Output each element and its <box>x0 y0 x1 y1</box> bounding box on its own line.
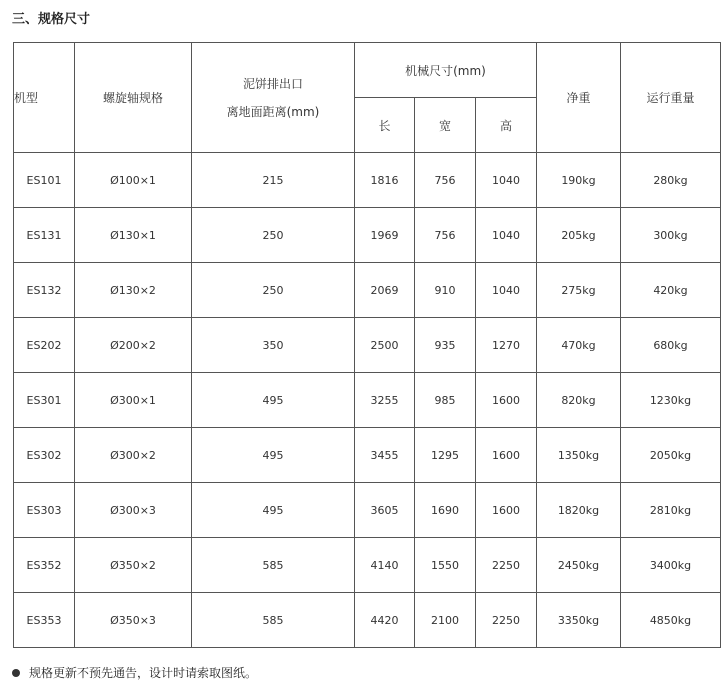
cell-width: 1295 <box>415 428 476 483</box>
cell-op-weight: 300kg <box>621 208 721 263</box>
header-cake-outlet <box>192 43 355 153</box>
table-row <box>14 208 721 263</box>
cell-model: ES352 <box>14 538 75 593</box>
header-screw: 螺旋轴规格 <box>75 43 192 153</box>
header-net-weight: 净重 <box>537 43 621 153</box>
table-row <box>14 373 721 428</box>
cell-model: ES131 <box>14 208 75 263</box>
header-cake-line2: 离地面距离(mm) <box>226 104 320 119</box>
header-length: 长 <box>355 98 415 153</box>
cell-width: 1690 <box>415 483 476 538</box>
table-row <box>14 263 721 318</box>
cell-height: 1600 <box>476 428 537 483</box>
table-row <box>14 153 721 208</box>
cell-length: 4420 <box>355 593 415 648</box>
cell-net-weight: 190kg <box>537 153 621 208</box>
cell-screw-spec: Ø100×1 <box>75 153 192 208</box>
cell-width: 985 <box>415 373 476 428</box>
cell-model: ES202 <box>14 318 75 373</box>
cell-length: 2069 <box>355 263 415 318</box>
cell-height: 2250 <box>476 538 537 593</box>
spec-table <box>13 42 721 648</box>
header-op-weight: 运行重量 <box>621 43 721 153</box>
cell-op-weight: 3400kg <box>621 538 721 593</box>
cell-net-weight: 1820kg <box>537 483 621 538</box>
cell-op-weight: 1230kg <box>621 373 721 428</box>
cell-op-weight: 4850kg <box>621 593 721 648</box>
cell-width: 756 <box>415 208 476 263</box>
cell-net-weight: 1350kg <box>537 428 621 483</box>
cell-model: ES301 <box>14 373 75 428</box>
cell-length: 4140 <box>355 538 415 593</box>
cell-cake-outlet-height: 495 <box>192 428 355 483</box>
cell-length: 3255 <box>355 373 415 428</box>
cell-op-weight: 420kg <box>621 263 721 318</box>
cell-screw-spec: Ø200×2 <box>75 318 192 373</box>
cell-net-weight: 820kg <box>537 373 621 428</box>
cell-height: 2250 <box>476 593 537 648</box>
cell-screw-spec: Ø130×1 <box>75 208 192 263</box>
cell-op-weight: 280kg <box>621 153 721 208</box>
cell-height: 1270 <box>476 318 537 373</box>
bullet-icon <box>12 669 20 677</box>
cell-length: 1816 <box>355 153 415 208</box>
header-width: 宽 <box>415 98 476 153</box>
cell-screw-spec: Ø300×1 <box>75 373 192 428</box>
cell-op-weight: 2050kg <box>621 428 721 483</box>
cell-width: 935 <box>415 318 476 373</box>
cell-screw-spec: Ø300×2 <box>75 428 192 483</box>
cell-op-weight: 680kg <box>621 318 721 373</box>
header-height: 高 <box>476 98 537 153</box>
cell-cake-outlet-height: 585 <box>192 593 355 648</box>
cell-model: ES132 <box>14 263 75 318</box>
cell-height: 1040 <box>476 153 537 208</box>
cell-model: ES101 <box>14 153 75 208</box>
cell-width: 756 <box>415 153 476 208</box>
cell-screw-spec: Ø350×2 <box>75 538 192 593</box>
table-row <box>14 483 721 538</box>
cell-cake-outlet-height: 250 <box>192 208 355 263</box>
footnote <box>12 664 257 681</box>
cell-length: 2500 <box>355 318 415 373</box>
header-model: 机型 <box>14 43 75 153</box>
cell-model: ES302 <box>14 428 75 483</box>
header-cake-line1: 泥饼排出口 <box>242 76 303 91</box>
cell-cake-outlet-height: 585 <box>192 538 355 593</box>
cell-cake-outlet-height: 495 <box>192 373 355 428</box>
cell-screw-spec: Ø130×2 <box>75 263 192 318</box>
cell-length: 3605 <box>355 483 415 538</box>
section-title: 三、规格尺寸 <box>12 12 91 27</box>
cell-height: 1040 <box>476 208 537 263</box>
table-row <box>14 593 721 648</box>
cell-screw-spec: Ø350×3 <box>75 593 192 648</box>
table-row <box>14 428 721 483</box>
header-row <box>14 43 721 98</box>
cell-width: 910 <box>415 263 476 318</box>
cell-height: 1600 <box>476 373 537 428</box>
cell-model: ES353 <box>14 593 75 648</box>
header-dims: 机械尺寸(mm) <box>355 43 537 98</box>
cell-cake-outlet-height: 250 <box>192 263 355 318</box>
cell-cake-outlet-height: 495 <box>192 483 355 538</box>
footnote-text: 规格更新不预先通告，设计时请索取图纸。 <box>29 666 258 680</box>
cell-height: 1040 <box>476 263 537 318</box>
cell-net-weight: 205kg <box>537 208 621 263</box>
cell-length: 1969 <box>355 208 415 263</box>
cell-screw-spec: Ø300×3 <box>75 483 192 538</box>
cell-length: 3455 <box>355 428 415 483</box>
cell-op-weight: 2810kg <box>621 483 721 538</box>
cell-width: 2100 <box>415 593 476 648</box>
table-row <box>14 318 721 373</box>
table-row <box>14 538 721 593</box>
cell-model: ES303 <box>14 483 75 538</box>
cell-cake-outlet-height: 215 <box>192 153 355 208</box>
cell-width: 1550 <box>415 538 476 593</box>
cell-net-weight: 3350kg <box>537 593 621 648</box>
cell-net-weight: 275kg <box>537 263 621 318</box>
cell-net-weight: 2450kg <box>537 538 621 593</box>
cell-height: 1600 <box>476 483 537 538</box>
cell-cake-outlet-height: 350 <box>192 318 355 373</box>
cell-net-weight: 470kg <box>537 318 621 373</box>
